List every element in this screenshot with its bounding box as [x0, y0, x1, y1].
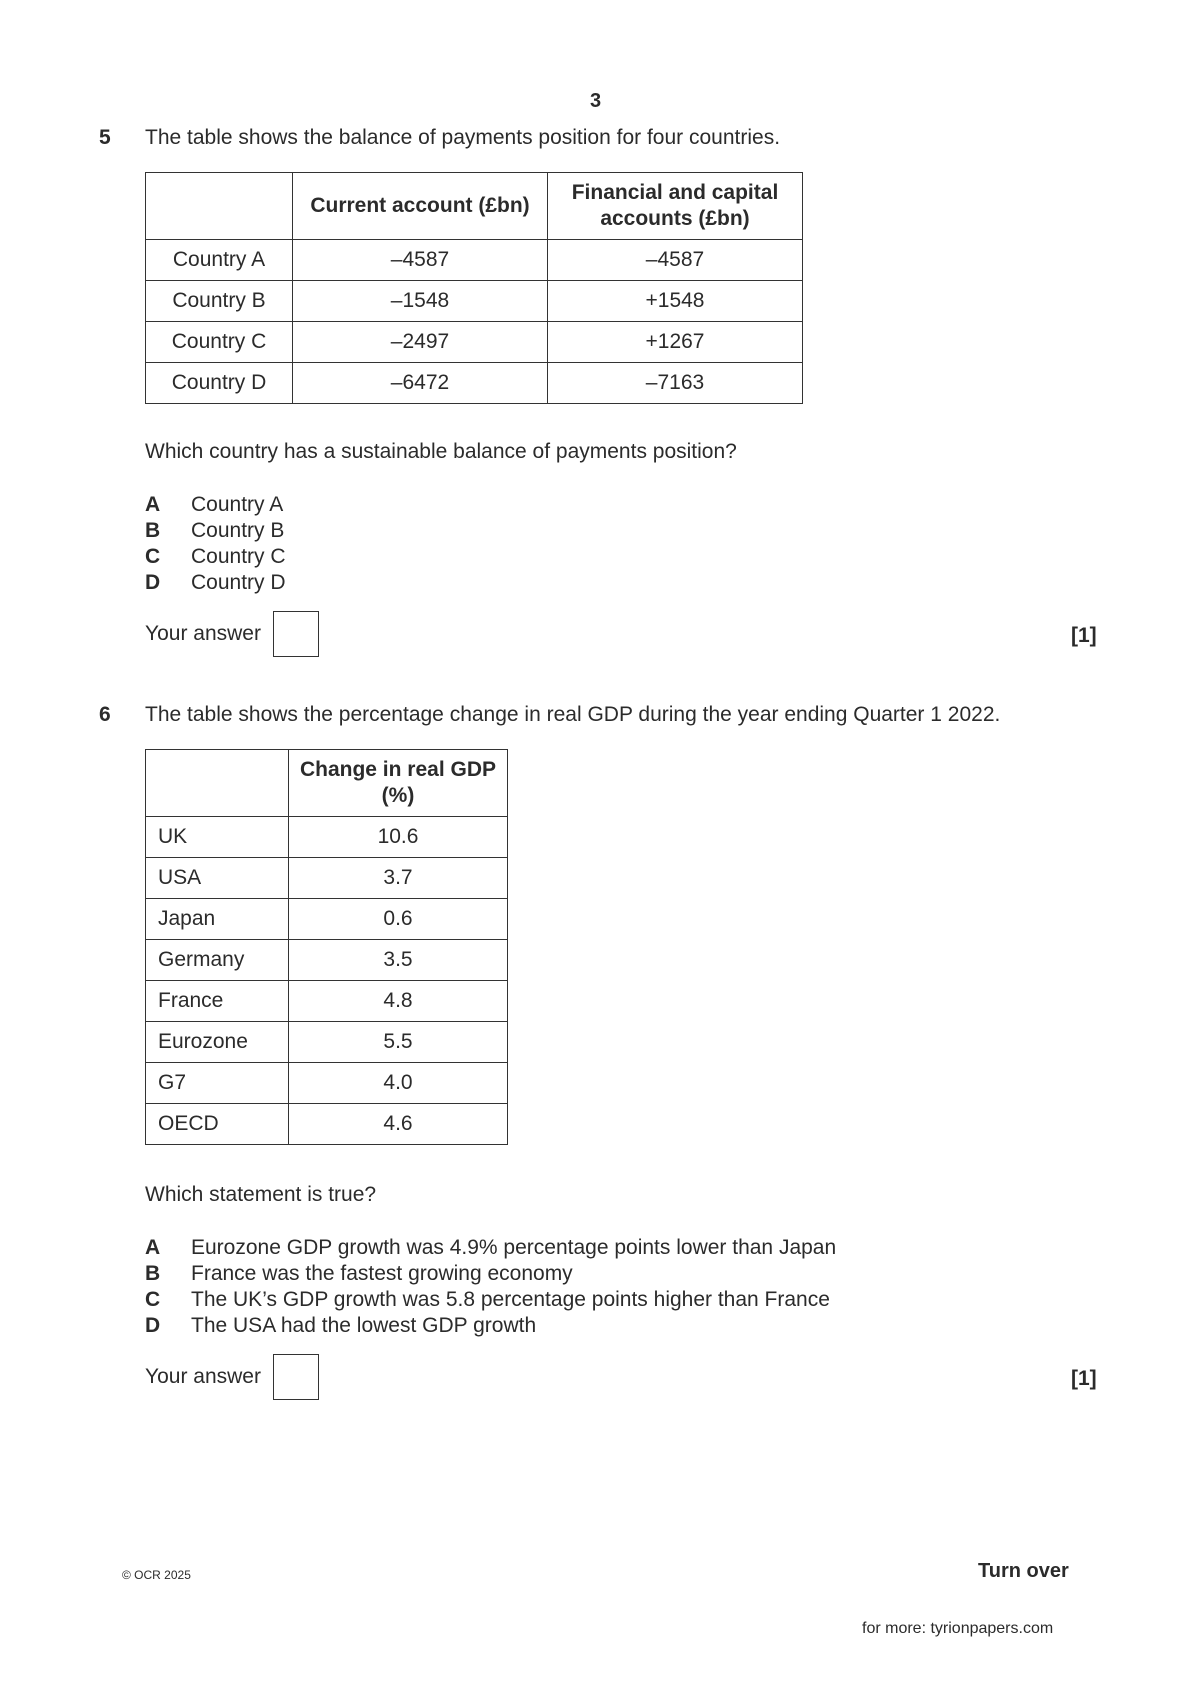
table-header-row: [146, 173, 803, 240]
table-cell: –7163: [548, 363, 803, 404]
table-row: [146, 940, 508, 981]
table-cell: Country D: [146, 363, 293, 404]
table-cell: –4587: [293, 240, 548, 281]
option-letter: B: [145, 1262, 161, 1285]
question-6-marks: [1]: [1071, 1367, 1097, 1390]
table-cell: –6472: [293, 363, 548, 404]
table-row: [146, 240, 803, 281]
turn-over: Turn over: [978, 1560, 1069, 1582]
option-d[interactable]: [145, 570, 286, 596]
table-header-row: [146, 750, 508, 817]
table-row: [146, 899, 508, 940]
copyright: © OCR 2025: [122, 1568, 191, 1582]
option-text: Country C: [191, 545, 286, 568]
option-text: The UK’s GDP growth was 5.8 percentage points higher than France: [191, 1288, 830, 1311]
option-d[interactable]: [145, 1313, 836, 1339]
table-cell: –4587: [548, 240, 803, 281]
question-5-answer-row: [145, 611, 319, 657]
table-row: [146, 858, 508, 899]
table-cell: Eurozone: [146, 1022, 289, 1063]
table-cell: 4.6: [289, 1104, 508, 1145]
table-header-current-account: Current account (£bn): [293, 173, 548, 240]
answer-box[interactable]: [273, 1354, 319, 1400]
question-6-number: 6: [99, 703, 111, 726]
table-cell: 4.0: [289, 1063, 508, 1104]
table-row: [146, 322, 803, 363]
answer-label: Your answer: [145, 1365, 261, 1388]
table-cell: 3.7: [289, 858, 508, 899]
table-row: [146, 281, 803, 322]
table-cell: Country A: [146, 240, 293, 281]
option-text: Eurozone GDP growth was 4.9% percentage points lower than Japan: [191, 1236, 837, 1259]
question-5-number: 5: [99, 126, 111, 149]
table-cell: OECD: [146, 1104, 289, 1145]
table-cell: G7: [146, 1063, 289, 1104]
table-cell: +1267: [548, 322, 803, 363]
option-letter: D: [145, 571, 161, 594]
question-5-stem: The table shows the balance of payments position for four countries.: [145, 126, 781, 149]
question-6-answer-row: [145, 1354, 319, 1400]
table-cell: 10.6: [289, 817, 508, 858]
option-letter: C: [145, 545, 161, 568]
table-cell: Japan: [146, 899, 289, 940]
table-row: [146, 1063, 508, 1104]
question-6-prompt: Which statement is true?: [145, 1183, 377, 1206]
table-row: [146, 981, 508, 1022]
real-gdp-table: [145, 749, 508, 1145]
table-header-cell: [146, 750, 289, 817]
option-text: The USA had the lowest GDP growth: [191, 1314, 537, 1337]
table-cell: 3.5: [289, 940, 508, 981]
table-cell: France: [146, 981, 289, 1022]
option-text: Country A: [191, 493, 284, 516]
option-text: Country D: [191, 571, 286, 594]
page-number: 3: [589, 90, 602, 112]
table-cell: Country B: [146, 281, 293, 322]
option-letter: D: [145, 1314, 161, 1337]
table-row: [146, 1022, 508, 1063]
option-text: Country B: [191, 519, 285, 542]
option-letter: B: [145, 519, 161, 542]
table-cell: 4.8: [289, 981, 508, 1022]
question-5-prompt: Which country has a sustainable balance of payments position?: [145, 440, 737, 463]
question-5-options: [145, 492, 286, 596]
table-cell: Germany: [146, 940, 289, 981]
option-letter: C: [145, 1288, 161, 1311]
table-header-cell: [146, 173, 293, 240]
table-row: [146, 1104, 508, 1145]
table-cell: –2497: [293, 322, 548, 363]
table-cell: +1548: [548, 281, 803, 322]
table-header-change-in-real-gdp: Change in real GDP (%): [289, 750, 508, 817]
option-c[interactable]: [145, 544, 286, 570]
answer-label: Your answer: [145, 622, 261, 645]
question-6-stem: The table shows the percentage change in real GDP during the year ending Quarter 1 2022.: [145, 703, 1001, 726]
option-letter: A: [145, 1236, 161, 1259]
table-cell: 0.6: [289, 899, 508, 940]
table-cell: UK: [146, 817, 289, 858]
table-header-financial-capital: Financial and capital accounts (£bn): [548, 173, 803, 240]
option-text: France was the fastest growing economy: [191, 1262, 573, 1285]
table-cell: 5.5: [289, 1022, 508, 1063]
table-cell: –1548: [293, 281, 548, 322]
option-a[interactable]: [145, 1235, 836, 1261]
table-cell: USA: [146, 858, 289, 899]
more-link[interactable]: for more: tyrionpapers.com: [862, 1620, 1054, 1637]
table-row: [146, 817, 508, 858]
answer-box[interactable]: [273, 611, 319, 657]
table-cell: Country C: [146, 322, 293, 363]
question-6-options: [145, 1235, 836, 1339]
balance-of-payments-table: [145, 172, 803, 404]
table-row: [146, 363, 803, 404]
option-c[interactable]: [145, 1287, 836, 1313]
option-b[interactable]: [145, 518, 286, 544]
option-a[interactable]: [145, 492, 286, 518]
option-b[interactable]: [145, 1261, 836, 1287]
option-letter: A: [145, 493, 161, 516]
question-5-marks: [1]: [1071, 624, 1097, 647]
